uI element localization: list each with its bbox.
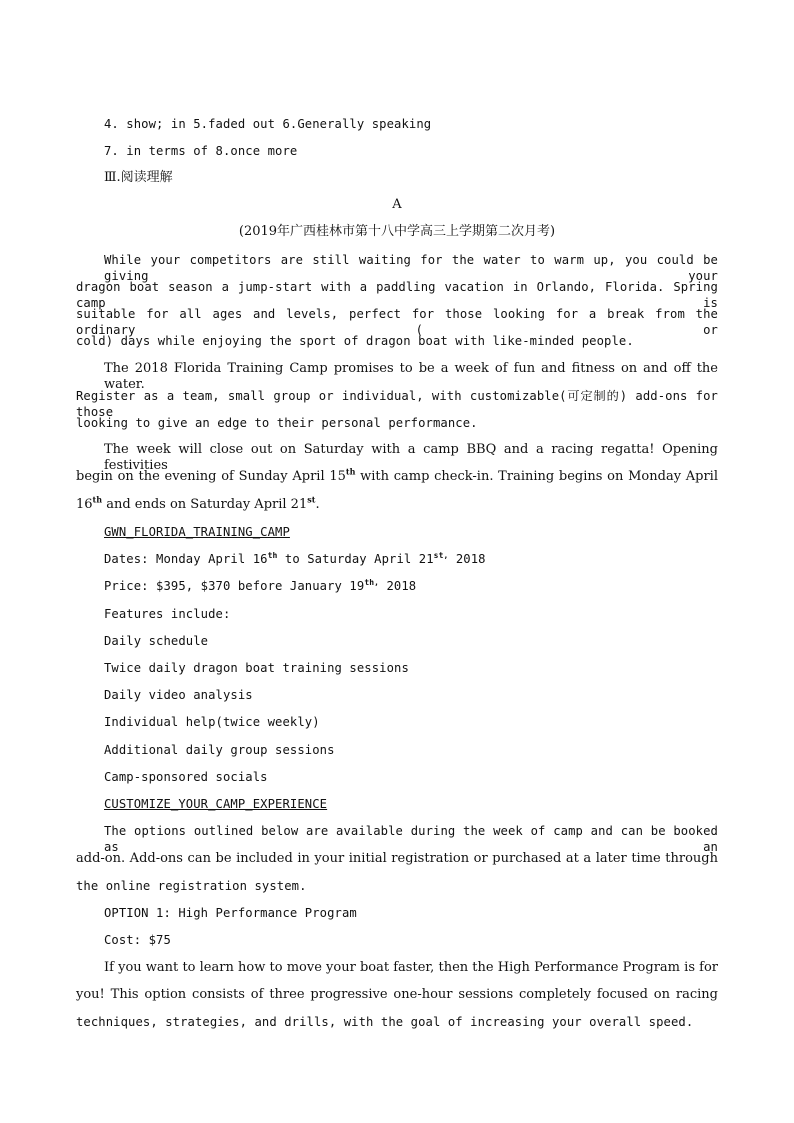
feature-item: Twice daily dragon boat training sessions bbox=[104, 661, 409, 675]
paragraph-1-line-2: dragon boat season a jump-start with a paddling vacation in Orlando, Florida. Spring camp is bbox=[76, 280, 718, 310]
paragraph-2-line-2: Register as a team, small group or individual, with customizable(可定制的) add-ons for those bbox=[76, 389, 718, 419]
paragraph-3-line-2 bbox=[76, 466, 718, 485]
superscript: st, bbox=[433, 550, 449, 560]
text-segment: . bbox=[315, 497, 320, 512]
feature-item: Additional daily group sessions bbox=[104, 743, 335, 757]
paragraph-5-line-3: techniques, strategies, and drills, with the goal of increasing your overall speed. bbox=[76, 1015, 694, 1029]
answer-line-1: 4. show; in 5.faded out 6.Generally speaking bbox=[104, 117, 432, 131]
feature-item: Daily schedule bbox=[104, 634, 209, 648]
paragraph-3-line-3 bbox=[76, 494, 718, 513]
text-segment: 16 bbox=[76, 497, 93, 512]
superscript: th, bbox=[364, 577, 380, 587]
superscript: th bbox=[267, 550, 278, 560]
text-segment: 2018 bbox=[448, 552, 486, 566]
option-1-cost: Cost: $75 bbox=[104, 933, 171, 947]
passage-label: A bbox=[392, 197, 402, 212]
paragraph-4-line-3: the online registration system. bbox=[76, 879, 307, 893]
text-segment: begin on the evening of Sunday April 15 bbox=[76, 469, 346, 484]
camp-price bbox=[104, 578, 718, 594]
paragraph-3-line-1: The week will close out on Saturday with a camp BBQ and a racing regatta! Opening festivities bbox=[104, 442, 718, 473]
feature-item: Camp-sponsored socials bbox=[104, 770, 268, 784]
customize-heading: CUSTOMIZE_YOUR_CAMP_EXPERIENCE bbox=[104, 797, 328, 811]
paragraph-5-line-2: you! This option consists of three progressive one-hour sessions completely focused on racing bbox=[76, 987, 718, 1002]
paragraph-4-line-1: The options outlined below are available during the week of camp and can be booked as an bbox=[104, 824, 718, 854]
paragraph-4-line-2: add-on. Add-ons can be included in your initial registration or purchased at a later time through bbox=[76, 851, 718, 866]
paragraph-5-line-1: If you want to learn how to move your boat faster, then the High Performance Program is for bbox=[104, 960, 718, 975]
superscript: th bbox=[92, 494, 103, 505]
section-heading: Ⅲ.阅读理解 bbox=[104, 170, 173, 185]
camp-dates bbox=[104, 551, 718, 567]
superscript: st bbox=[307, 494, 316, 505]
paragraph-1-line-4: cold) days while enjoying the sport of dragon boat with like-minded people. bbox=[76, 334, 634, 348]
text-segment: to Saturday April 21 bbox=[277, 552, 434, 566]
features-heading: Features include: bbox=[104, 607, 231, 621]
text-segment: and ends on Saturday April 21 bbox=[102, 497, 308, 512]
text-segment: with camp check-in. Training begins on Monday April bbox=[355, 469, 718, 484]
paragraph-2-line-1: The 2018 Florida Training Camp promises to be a week of fun and fitness on and off the water. bbox=[104, 361, 718, 392]
paragraph-2-line-3: looking to give an edge to their personal performance. bbox=[76, 416, 478, 430]
camp-heading: GWN_FLORIDA_TRAINING_CAMP bbox=[104, 525, 290, 539]
feature-item: Daily video analysis bbox=[104, 688, 253, 702]
option-1-title: OPTION 1: High Performance Program bbox=[104, 906, 357, 920]
superscript: th bbox=[345, 466, 356, 477]
text-segment: Dates: Monday April 16 bbox=[104, 552, 268, 566]
paragraph-1-line-3: suitable for all ages and levels, perfect for those looking for a break from the ordinary ( or bbox=[76, 307, 718, 337]
answer-line-2: 7. in terms of 8.once more bbox=[104, 144, 298, 158]
feature-item: Individual help(twice weekly) bbox=[104, 715, 320, 729]
text-segment: 2018 bbox=[379, 579, 417, 593]
paragraph-1-line-1: While your competitors are still waiting for the water to warm up, you could be giving your bbox=[104, 253, 718, 283]
passage-source: (2019年广西桂林市第十八中学高三上学期第二次月考) bbox=[238, 224, 556, 239]
text-segment: Price: $395, $370 before January 19 bbox=[104, 579, 365, 593]
